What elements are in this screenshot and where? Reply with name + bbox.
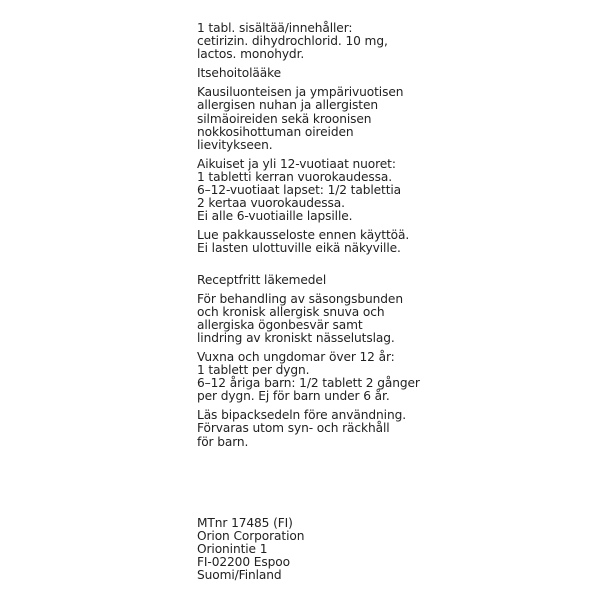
text-line: 1 tabletti kerran vuorokaudessa.	[197, 169, 393, 184]
text-line: allergisen nuhan ja allergisten	[197, 98, 378, 113]
composition-text	[197, 22, 597, 61]
text-line: Aikuiset ja yli 12-vuotiaat nuoret:	[197, 156, 396, 171]
indication-sv	[197, 293, 597, 345]
text-line: Förvaras utom syn- och räckhåll	[197, 421, 390, 436]
indication-fi	[197, 86, 597, 151]
text-line: MTnr 17485 (FI)	[197, 516, 293, 530]
text-line: Itsehoitolääke	[197, 66, 282, 81]
manufacturer-address	[197, 517, 597, 582]
text-line: lindring av kroniskt nässelutslag.	[197, 330, 395, 345]
text-line: allergiska ögonbesvär samt	[197, 317, 363, 332]
text-line: Orionintie 1	[197, 542, 268, 557]
label-text-column	[197, 22, 597, 455]
section-spacer	[197, 262, 597, 274]
text-line: Lue pakkausseloste ennen käyttöä.	[197, 228, 410, 243]
text-line: 6–12 åriga barn: 1/2 tablett 2 gånger	[197, 376, 420, 391]
text-line: silmäoireiden sekä kroonisen	[197, 111, 372, 126]
text-line: 1 tablett per dygn.	[197, 363, 310, 378]
text-line: Receptfritt läkemedel	[197, 272, 327, 287]
text-line: Suomi/Finland	[197, 568, 282, 583]
text-line: lactos. monohydr.	[197, 47, 305, 62]
category-fi	[197, 67, 597, 80]
category-sv	[197, 274, 597, 287]
text-line: Ei alle 6-vuotiaille lapsille.	[197, 209, 353, 224]
text-line: Vuxna och ungdomar över 12 år:	[197, 349, 395, 364]
dosage-sv	[197, 351, 597, 403]
text-line: 2 kertaa vuorokaudessa.	[197, 196, 345, 211]
text-line: Läs bipacksedeln före användning.	[197, 408, 406, 423]
text-line: För behandling av säsongsbunden	[197, 291, 403, 306]
text-line: per dygn. Ej för barn under 6 år.	[197, 389, 390, 404]
text-line: och kronisk allergisk snuva och	[197, 304, 385, 319]
text-line: 1 tabl. sisältää/innehåller:	[197, 21, 353, 35]
text-line: Orion Corporation	[197, 529, 305, 544]
text-line: lievitykseen.	[197, 137, 273, 152]
text-line: FI-02200 Espoo	[197, 555, 290, 570]
text-line: Kausiluonteisen ja ympärivuotisen	[197, 85, 404, 100]
text-line: för barn.	[197, 434, 249, 449]
text-line: Ei lasten ulottuville eikä näkyville.	[197, 241, 401, 256]
dosage-fi	[197, 158, 597, 223]
warning-sv	[197, 409, 597, 448]
warning-fi	[197, 229, 597, 255]
text-line: cetirizin. dihydrochlorid. 10 mg,	[197, 34, 388, 49]
text-line: 6–12-vuotiaat lapset: 1/2 tablettia	[197, 183, 402, 198]
text-line: nokkosihottuman oireiden	[197, 124, 354, 139]
